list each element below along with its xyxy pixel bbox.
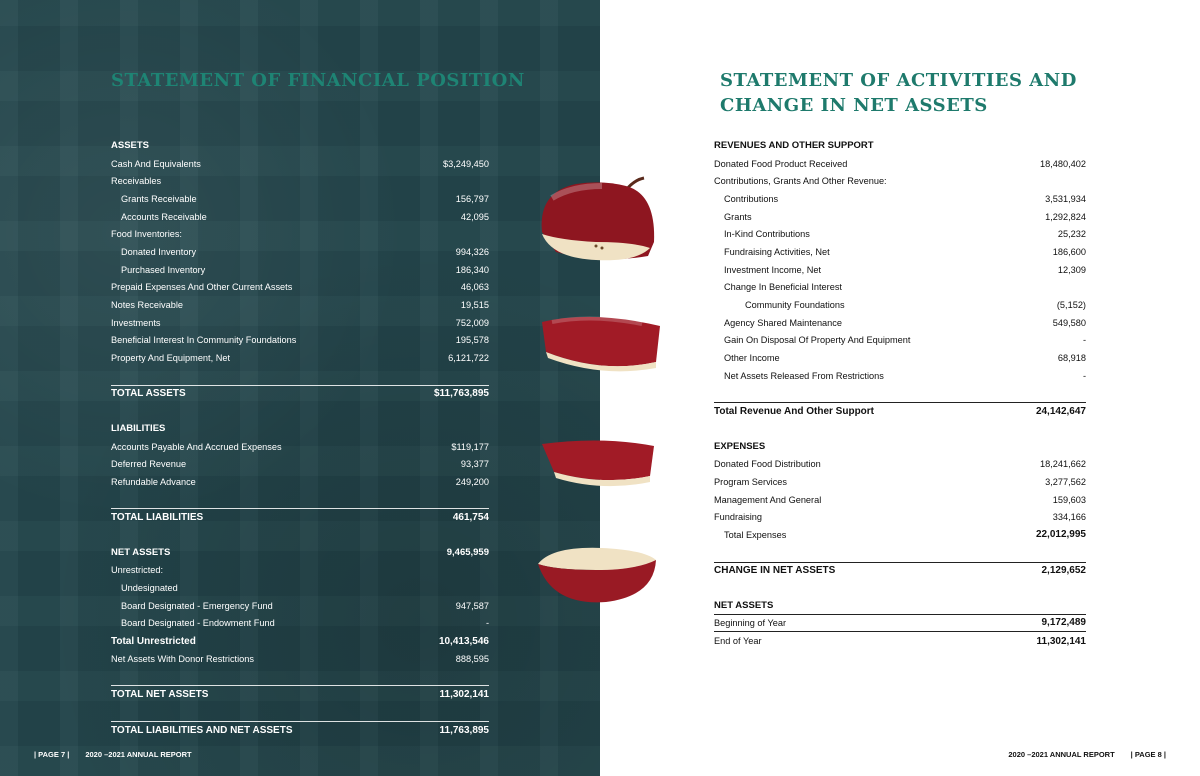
row-value: 46,063 xyxy=(460,282,489,293)
row-label: Net Assets With Donor Restrictions xyxy=(111,653,254,664)
section-heading xyxy=(111,420,489,438)
table-row xyxy=(111,155,489,173)
table-row xyxy=(111,225,489,243)
table-row xyxy=(714,261,1086,279)
row-value: 186,600 xyxy=(1052,246,1086,257)
table-row xyxy=(714,632,1086,650)
row-label: Accounts Receivable xyxy=(121,211,207,222)
row-value: 10,413,546 xyxy=(438,635,489,647)
right-footer xyxy=(1008,750,1166,759)
row-label: Board Designated - Endowment Fund xyxy=(121,618,275,629)
row-label: Property And Equipment, Net xyxy=(111,353,230,364)
row-label: LIABILITIES xyxy=(111,423,166,435)
row-label: Investments xyxy=(111,317,161,328)
row-value: 18,480,402 xyxy=(1040,158,1086,169)
table-row xyxy=(111,314,489,332)
row-label: Unrestricted: xyxy=(111,565,164,576)
financial-position-title: STATEMENT OF FINANCIAL POSITION xyxy=(111,70,525,91)
row-value: 1,292,824 xyxy=(1045,211,1086,222)
table-row xyxy=(714,225,1086,243)
table-row xyxy=(714,172,1086,190)
total-row xyxy=(111,385,489,403)
row-value: 19,515 xyxy=(460,300,489,311)
row-label: Refundable Advance xyxy=(111,476,196,487)
table-row xyxy=(714,314,1086,332)
table-row xyxy=(111,473,489,491)
table-row xyxy=(714,279,1086,297)
row-spacer xyxy=(714,420,1086,438)
row-label: TOTAL LIABILITIES xyxy=(111,512,204,524)
section-heading xyxy=(111,544,489,562)
row-label: Deferred Revenue xyxy=(111,459,187,470)
row-spacer xyxy=(111,491,489,509)
table-row xyxy=(714,473,1086,491)
row-label: Fundraising xyxy=(714,512,763,523)
table-row xyxy=(111,615,489,633)
row-label: Board Designated - Emergency Fund xyxy=(121,600,273,611)
row-label: Purchased Inventory xyxy=(121,264,206,275)
row-value: $11,763,895 xyxy=(433,388,489,400)
row-spacer xyxy=(714,385,1086,403)
row-spacer xyxy=(111,668,489,686)
row-value: 461,754 xyxy=(452,512,489,524)
total-row xyxy=(714,402,1086,420)
row-value: 752,009 xyxy=(455,317,489,328)
row-value: 9,465,959 xyxy=(446,547,489,559)
row-value: 93,377 xyxy=(460,459,489,470)
row-value: $119,177 xyxy=(451,441,489,452)
row-value: 947,587 xyxy=(455,600,489,611)
row-value: 6,121,722 xyxy=(448,353,489,364)
row-spacer xyxy=(111,526,489,544)
table-row xyxy=(714,508,1086,526)
row-label: Donated Food Product Received xyxy=(714,158,848,169)
table-row xyxy=(714,491,1086,509)
row-label: TOTAL LIABILITIES AND NET ASSETS xyxy=(111,724,293,736)
row-value: 25,232 xyxy=(1057,229,1086,240)
total-row xyxy=(714,562,1086,580)
table-row xyxy=(111,349,489,367)
row-label: Contributions xyxy=(724,193,779,204)
row-value: 11,302,141 xyxy=(1036,635,1086,647)
table-row xyxy=(714,190,1086,208)
apple-slice-icon xyxy=(532,308,664,378)
row-value: 334,166 xyxy=(1052,512,1086,523)
page-number-left: | PAGE 7 | xyxy=(34,750,70,759)
table-row xyxy=(111,650,489,668)
row-label: Undesignated xyxy=(121,583,178,594)
row-value: 2,129,652 xyxy=(1041,565,1086,577)
row-value: 549,580 xyxy=(1052,317,1086,328)
table-row xyxy=(111,208,489,226)
row-label: Management And General xyxy=(714,494,822,505)
row-value: 888,595 xyxy=(455,653,489,664)
row-label: Investment Income, Net xyxy=(724,264,822,275)
row-label: CHANGE IN NET ASSETS xyxy=(714,565,836,577)
report-label-right: 2020 –2021 ANNUAL REPORT xyxy=(1008,750,1115,759)
row-label: Other Income xyxy=(724,353,780,364)
row-label: Contributions, Grants And Other Revenue: xyxy=(714,176,887,187)
section-heading xyxy=(111,137,489,155)
table-row xyxy=(714,155,1086,173)
table-row xyxy=(714,208,1086,226)
row-spacer xyxy=(714,579,1086,597)
section-heading xyxy=(714,438,1086,456)
table-row xyxy=(111,296,489,314)
apple-top-slice-icon xyxy=(532,172,664,267)
page-number-right: | PAGE 8 | xyxy=(1130,750,1166,759)
row-label: Community Foundations xyxy=(745,300,845,311)
table-row xyxy=(714,332,1086,350)
table-row xyxy=(714,296,1086,314)
table-row xyxy=(111,438,489,456)
row-value: 3,531,934 xyxy=(1045,193,1086,204)
table-row xyxy=(111,579,489,597)
row-label: Change In Beneficial Interest xyxy=(724,282,842,293)
row-label: TOTAL ASSETS xyxy=(111,388,186,400)
row-label: Grants Receivable xyxy=(121,193,197,204)
row-value: - xyxy=(485,618,489,629)
table-row xyxy=(714,615,1086,633)
table-row xyxy=(111,261,489,279)
row-value: 9,172,489 xyxy=(1041,617,1086,629)
row-label: End of Year xyxy=(714,636,762,647)
row-spacer xyxy=(111,703,489,721)
row-label: Prepaid Expenses And Other Current Assets xyxy=(111,282,293,293)
total-row xyxy=(111,685,489,703)
row-value: 11,302,141 xyxy=(439,689,489,701)
financial-position-table xyxy=(111,137,489,738)
row-spacer xyxy=(714,544,1086,562)
row-label: Agency Shared Maintenance xyxy=(724,317,842,328)
row-label: EXPENSES xyxy=(714,441,766,453)
row-label: Gain On Disposal Of Property And Equipment xyxy=(724,335,911,346)
row-label: Program Services xyxy=(714,476,788,487)
report-label-left: 2020 –2021 ANNUAL REPORT xyxy=(85,750,192,759)
row-label: Total Unrestricted xyxy=(111,635,196,647)
row-value: - xyxy=(1082,370,1086,381)
table-row xyxy=(111,597,489,615)
row-label: Fundraising Activities, Net xyxy=(724,246,830,257)
row-value: 195,578 xyxy=(455,335,489,346)
row-label: Donated Inventory xyxy=(121,246,197,257)
row-label: Total Revenue And Other Support xyxy=(714,406,875,418)
row-value: $3,249,450 xyxy=(443,158,489,169)
row-label: Accounts Payable And Accrued Expenses xyxy=(111,441,282,452)
row-value: 18,241,662 xyxy=(1040,459,1086,470)
row-label: NET ASSETS xyxy=(111,547,171,559)
row-value: 68,918 xyxy=(1057,353,1086,364)
row-value: 3,277,562 xyxy=(1045,476,1086,487)
row-value: 186,340 xyxy=(455,264,489,275)
table-row xyxy=(111,243,489,261)
row-value: 159,603 xyxy=(1052,494,1086,505)
row-label: REVENUES AND OTHER SUPPORT xyxy=(714,140,874,152)
table-row xyxy=(714,367,1086,385)
section-heading xyxy=(714,137,1086,155)
activities-table xyxy=(714,137,1086,650)
row-label: Donated Food Distribution xyxy=(714,459,821,470)
table-row xyxy=(714,349,1086,367)
row-label: Food Inventories: xyxy=(111,229,182,240)
table-row xyxy=(111,332,489,350)
apple-slice-icon xyxy=(532,434,664,492)
row-label: Net Assets Released From Restrictions xyxy=(724,370,884,381)
row-value: 12,309 xyxy=(1057,264,1086,275)
table-row xyxy=(111,455,489,473)
left-footer xyxy=(34,750,192,759)
row-value: 156,797 xyxy=(455,193,489,204)
activities-title: STATEMENT OF ACTIVITIES AND CHANGE IN NET ASSETS xyxy=(720,70,1077,116)
row-spacer xyxy=(111,402,489,420)
row-label: Cash And Equivalents xyxy=(111,158,201,169)
row-label: Total Expenses xyxy=(724,529,787,540)
row-value: - xyxy=(1082,335,1086,346)
total-row xyxy=(111,508,489,526)
row-label: Notes Receivable xyxy=(111,300,184,311)
table-row xyxy=(111,562,489,580)
row-label: Grants xyxy=(724,211,752,222)
row-label: Beginning of Year xyxy=(714,617,787,628)
apple-bottom-slice-icon xyxy=(532,540,664,608)
row-label: NET ASSETS xyxy=(714,599,774,611)
row-label: Receivables xyxy=(111,176,162,187)
total-row xyxy=(111,632,489,650)
row-label: ASSETS xyxy=(111,140,150,152)
row-value: 249,200 xyxy=(455,476,489,487)
row-value: 994,326 xyxy=(455,246,489,257)
row-label: In-Kind Contributions xyxy=(724,229,810,240)
table-row xyxy=(714,455,1086,473)
row-value: 24,142,647 xyxy=(1035,406,1086,418)
total-row xyxy=(111,721,489,739)
row-value: 22,012,995 xyxy=(1035,529,1086,541)
table-row xyxy=(714,526,1086,544)
section-heading xyxy=(714,597,1086,615)
row-value: (5,152) xyxy=(1056,300,1086,311)
table-row xyxy=(111,279,489,297)
row-label: TOTAL NET ASSETS xyxy=(111,689,209,701)
row-label: Beneficial Interest In Community Foundations xyxy=(111,335,297,346)
table-row xyxy=(111,172,489,190)
table-row xyxy=(714,243,1086,261)
row-value: 11,763,895 xyxy=(439,724,489,736)
row-value: 42,095 xyxy=(460,211,489,222)
row-spacer xyxy=(111,367,489,385)
table-row xyxy=(111,190,489,208)
